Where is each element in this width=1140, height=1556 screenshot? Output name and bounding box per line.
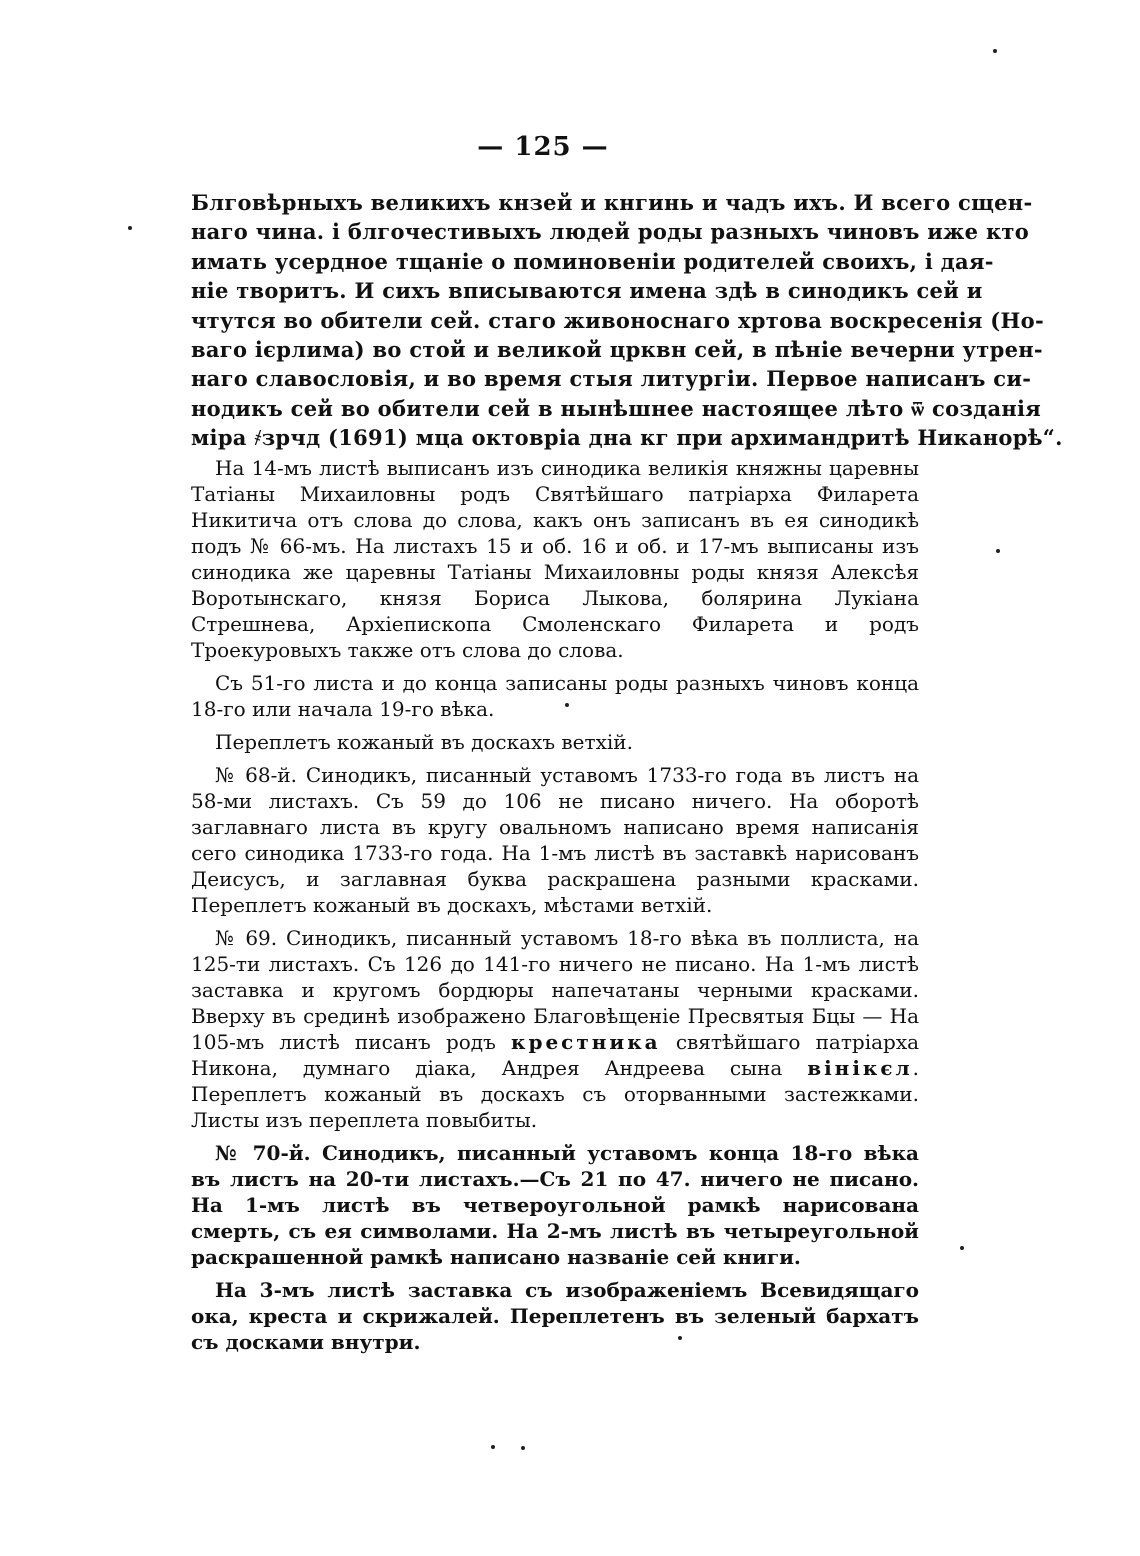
slavonic-line: имать усердное тщаніе о поминовеніи родителей своихъ, і дая- [191, 248, 994, 274]
no-69-spaced-word: крестника [511, 1030, 661, 1054]
body-text [191, 455, 919, 1362]
slavonic-line: ніе творитъ. И сихъ вписываются имена здѣ в синодикъ сей и [191, 278, 983, 304]
paragraph-no-68: № 68-й. Синодикъ, писанный уставомъ 1733-го года въ листъ на 58-ми листахъ. Съ 59 до 106 не писано ничего. На оборотѣ заглавнаго листа въ кругу овальномъ написано время написанія сего синодика 1733-го года. На 1-мъ листѣ въ заставкѣ нарисованъ Деисусъ, и заглавная буква раскрашена разными красками. Переплетъ кожаный въ доскахъ, мѣстами ветхій. [191, 763, 919, 917]
scan-speck [128, 226, 132, 230]
scan-speck [678, 1336, 682, 1340]
paragraph-binding: Переплетъ кожаный въ доскахъ ветхій. [215, 730, 633, 754]
scan-speck [993, 49, 997, 53]
paragraph-no-69 [191, 925, 919, 1133]
scan-speck [960, 1246, 964, 1250]
paragraph-folio-3: На 3-мъ листѣ заставка съ изображеніемъ Всевидящаго ока, креста и скрижалей. Переплетенъ въ зеленый бархатъ съ досками внутри. [191, 1278, 919, 1354]
slavonic-line: Блговѣрныхъ великихъ кнзей и кнгинь и чадъ ихъ. И всего сщен- [191, 190, 1033, 215]
slavonic-line: чтутся во обители сей. стаго живоноснаго хртова воскресенія (Но- [191, 307, 1045, 333]
slavonic-line: наго чина. і блгочестивыхъ людей роды разныхъ чиновъ иже кто [191, 219, 1030, 245]
scan-speck [565, 703, 569, 707]
paragraph-synodic-14: На 14-мъ листѣ выписанъ изъ синодика великія княжны царевны Татіаны Михаиловны родъ Святѣйшаго патріарха Филарета Никитича отъ слова до слова, какъ онъ записанъ въ ея синодикѣ подъ № 66-мъ. На листахъ 15 и об. 16 и об. и 17-мъ выписаны изъ синодика же царевны Татіаны Михаиловны роды князя Алексѣя Воротынскаго, князя Бориса Лыкова, болярина Лукіана Стрешнева, Архіепископа Смоленскаго Филарета и родъ Троекуровыхъ также отъ слова до слова. [191, 456, 919, 662]
page-number: — 125 — [477, 132, 609, 162]
paragraph-no-70: № 70-й. Синодикъ, писанный уставомъ конца 18-го вѣка въ листъ на 20-ти листахъ.—Съ 21 по 47. ничего не писано. На 1-мъ листѣ въ четвероугольной рамкѣ нарисована смерть, съ ея символами. На 2-мъ листѣ въ четыреугольной раскрашенной рамкѣ написано названіе сей книги. [191, 1141, 919, 1269]
scan-speck [491, 1445, 495, 1449]
church-slavonic-block [191, 188, 1063, 453]
no-69-text-c: . Переплетъ кожаный въ доскахъ съ оторванными застежками. Листы изъ переплета повыбиты. [191, 1056, 919, 1132]
no-69-text-a: № 69. Синодикъ, писанный уставомъ 18-го вѣка въ поллиста, на 125-ти листахъ. Съ 126 до 141-го ничего не писано. На 1-мъ листѣ заставка и кругомъ бордюры напечатаны черными красками. Вверху въ срединѣ изображено Благовѣщеніе Пресвятыя Бцы — На 105-мъ листѣ писанъ родъ [191, 926, 919, 1054]
no-69-name: вінікєл [807, 1056, 913, 1080]
slavonic-line: нодикъ сей во обители сей в нынѣшнее настоящее лѣто ѿ созданія [191, 395, 1042, 421]
scan-speck [996, 549, 1000, 553]
scan-speck [521, 1446, 525, 1450]
no-69-text-b: святѣйшаго патріарха Никона, думнаго діака, Андрея Андреева сына [191, 1030, 920, 1080]
paragraph-folio-51: Съ 51-го листа и до конца записаны роды разныхъ чиновъ конца 18-го или начала 19-го вѣка. [191, 671, 919, 721]
slavonic-line: ваго ієрлима) во стой и великой црквн сей, в пѣніе вечерни утрен- [191, 337, 1043, 363]
slavonic-line: наго славословія, и во время стыя литургіи. Первое написанъ си- [191, 366, 1032, 392]
slavonic-line: міра ҂зрчд (1691) мца октовріа дна кг при архимандритѣ Никанорѣ“. [191, 425, 1063, 451]
